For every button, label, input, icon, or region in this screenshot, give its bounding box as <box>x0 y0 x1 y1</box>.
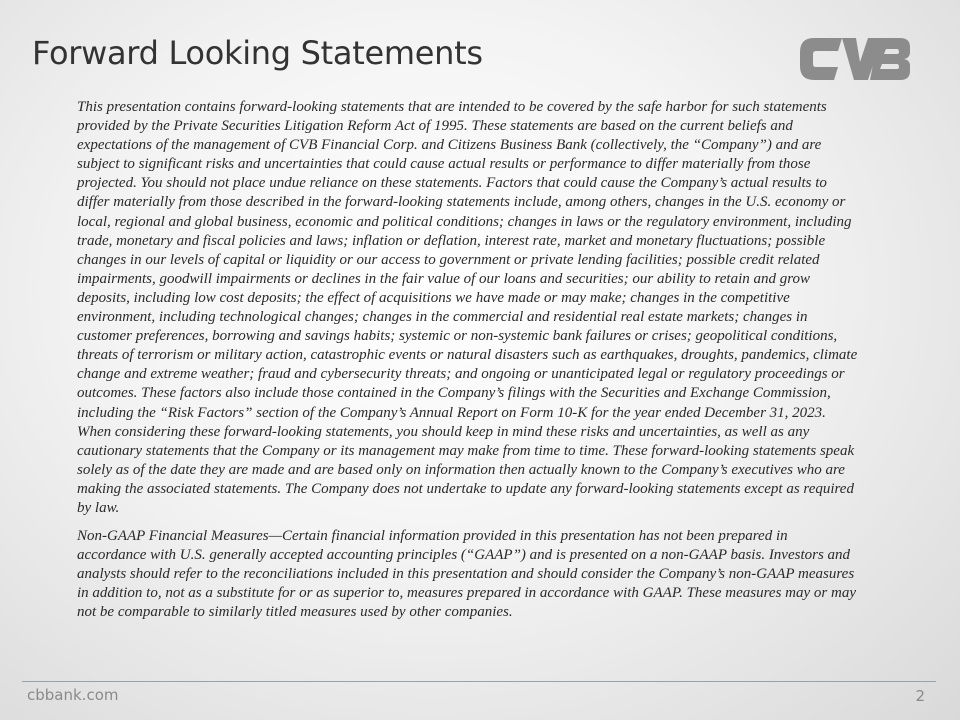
page-number: 2 <box>915 687 925 705</box>
non-gaap-paragraph: Non-GAAP Financial Measures—Certain financial information provided in this presentation has not been prepared in accordance with U.S. generally accepted accounting principles (“GAAP”) and is presented on a non-GAAP basis. Investors and analysts should refer to the reconciliations included in this presentation and should consider the Company’s non-GAAP measures in addition to, not as a substitute for or as superior to, measures prepared in accordance with GAAP. These measures may or may not be comparable to similarly titled measures used by other companies. <box>77 528 856 621</box>
cvb-logo-graphic <box>798 36 912 82</box>
footer-url: cbbank.com <box>27 686 119 704</box>
body-text <box>77 98 859 623</box>
footer-divider <box>22 681 936 682</box>
slide-title: Forward Looking Statements <box>32 34 483 72</box>
cvb-logo <box>798 36 912 82</box>
forward-looking-paragraph: This presentation contains forward-looking statements that are intended to be covered by the safe harbor for such statements provided by the Private Securities Litigation Reform Act of 1995. These statements are based on the current beliefs and expectations of the management of CVB Financial Corp. and Citizens Business Bank (collectively, the “Company”) and are subject to significant risks and uncertainties that could cause actual results or performance to differ materially from those projected. You should not place undue reliance on these statements. Factors that could cause the Company’s actual results to differ materially from those described in the forward-looking statements include, among others, changes in the U.S. economy or local, regional and global business, economic and political conditions; changes in laws or the regulatory environment, including trade, monetary and fiscal policies and laws; inflation or deflation, interest rate, market and monetary fluctuations; possible changes in our levels of capital or liquidity or our access to government or private lending facilities; possible credit related impairments, goodwill impairments or declines in the fair value of our loans and securities; our ability to retain and grow deposits, including low cost deposits; the effect of acquisitions we have made or may make; changes in the competitive environment, including technological changes; changes in the commercial and residential real estate markets; changes in customer preferences, borrowing and savings habits; systemic or non-systemic bank failures or crises; geopolitical conditions, threats of terrorism or military action, catastrophic events or natural disasters such as earthquakes, droughts, pandemics, climate change and extreme weather; fraud and cybersecurity threats; and ongoing or unanticipated legal or regulatory proceedings or outcomes. These factors also include those contained in the Company’s filings with the Securities and Exchange Commission, including the “Risk Factors” section of the Company’s Annual Report on Form 10-K for the year ended December 31, 2023. When considering these forward-looking statements, you should keep in mind these risks and uncertainties, as well as any cautionary statements that the Company or its management may make from time to time. These forward-looking statements speak solely as of the date they are made and are based only on information then actually known to the Company’s executives who are making the associated statements. The Company does not undertake to update any forward-looking statements except as required by law. <box>77 99 858 516</box>
logo-letter-c <box>800 38 842 80</box>
